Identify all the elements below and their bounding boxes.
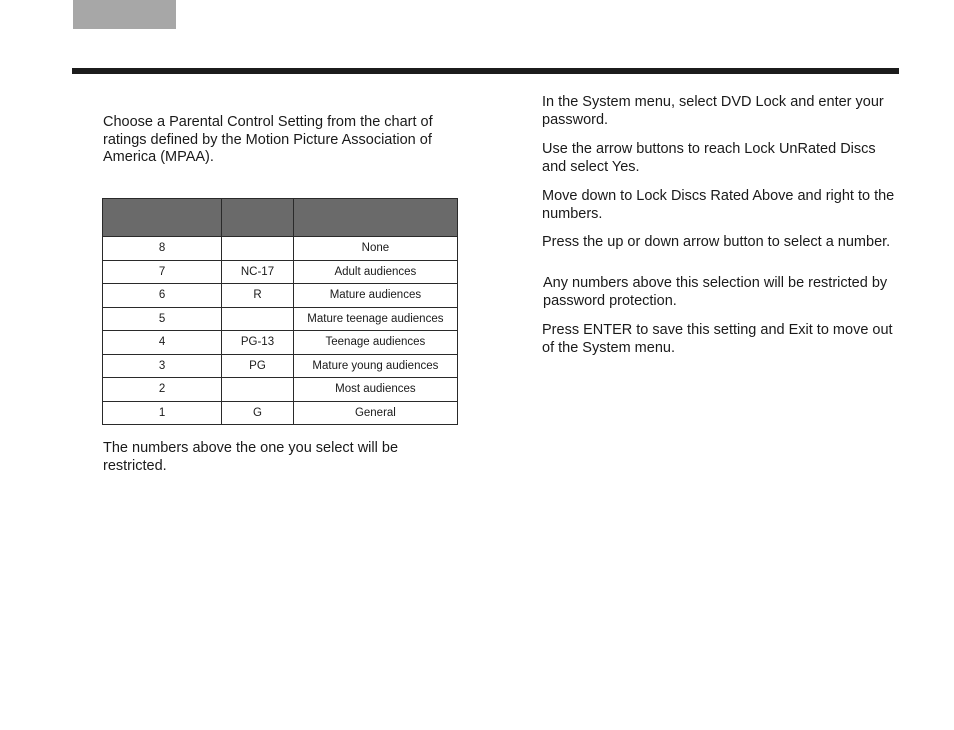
footnote-paragraph: The numbers above the one you select will be restricted. [103, 440, 399, 474]
rating-cell [222, 307, 294, 331]
table-row [103, 354, 458, 378]
rating-table [102, 198, 458, 425]
rating-cell: PG [222, 354, 294, 378]
step-1: In the System menu, select DVD Lock and enter your password. [542, 94, 884, 128]
header-rule [72, 68, 899, 74]
table-row [103, 378, 458, 402]
step-note: Any numbers above this selection will be restricted by password protection. [543, 275, 888, 309]
level-cell: 8 [103, 237, 222, 261]
step-3: Move down to Lock Discs Rated Above and right to the numbers. [542, 188, 895, 222]
header-rating [222, 199, 294, 237]
rating-cell: R [222, 284, 294, 308]
intro-paragraph: Choose a Parental Control Setting from the chart of ratings defined by the Motion Picture Association of America (MPAA). [103, 114, 433, 165]
table-row [103, 260, 458, 284]
header-description [293, 199, 457, 237]
table-row [103, 307, 458, 331]
description-cell: Mature young audiences [293, 354, 457, 378]
header-tab [73, 0, 176, 29]
level-cell: 3 [103, 354, 222, 378]
table-row [103, 401, 458, 425]
rating-cell [222, 378, 294, 402]
description-cell: Mature audiences [293, 284, 457, 308]
rating-cell: G [222, 401, 294, 425]
table-row [103, 237, 458, 261]
description-cell: General [293, 401, 457, 425]
level-cell: 1 [103, 401, 222, 425]
description-cell: None [293, 237, 457, 261]
rating-table-header [103, 199, 458, 237]
rating-cell: NC-17 [222, 260, 294, 284]
description-cell: Adult audiences [293, 260, 457, 284]
rating-cell: PG-13 [222, 331, 294, 355]
step-2: Use the arrow buttons to reach Lock UnRated Discs and select Yes. [542, 141, 876, 175]
step-5: Press ENTER to save this setting and Exit to move out of the System menu. [542, 322, 893, 356]
description-cell: Most audiences [293, 378, 457, 402]
description-cell: Mature teenage audiences [293, 307, 457, 331]
step-4: Press the up or down arrow button to select a number. [542, 234, 891, 250]
table-row [103, 331, 458, 355]
level-cell: 6 [103, 284, 222, 308]
level-cell: 2 [103, 378, 222, 402]
rating-cell [222, 237, 294, 261]
table-row [103, 284, 458, 308]
description-cell: Teenage audiences [293, 331, 457, 355]
header-level [103, 199, 222, 237]
level-cell: 7 [103, 260, 222, 284]
level-cell: 4 [103, 331, 222, 355]
level-cell: 5 [103, 307, 222, 331]
